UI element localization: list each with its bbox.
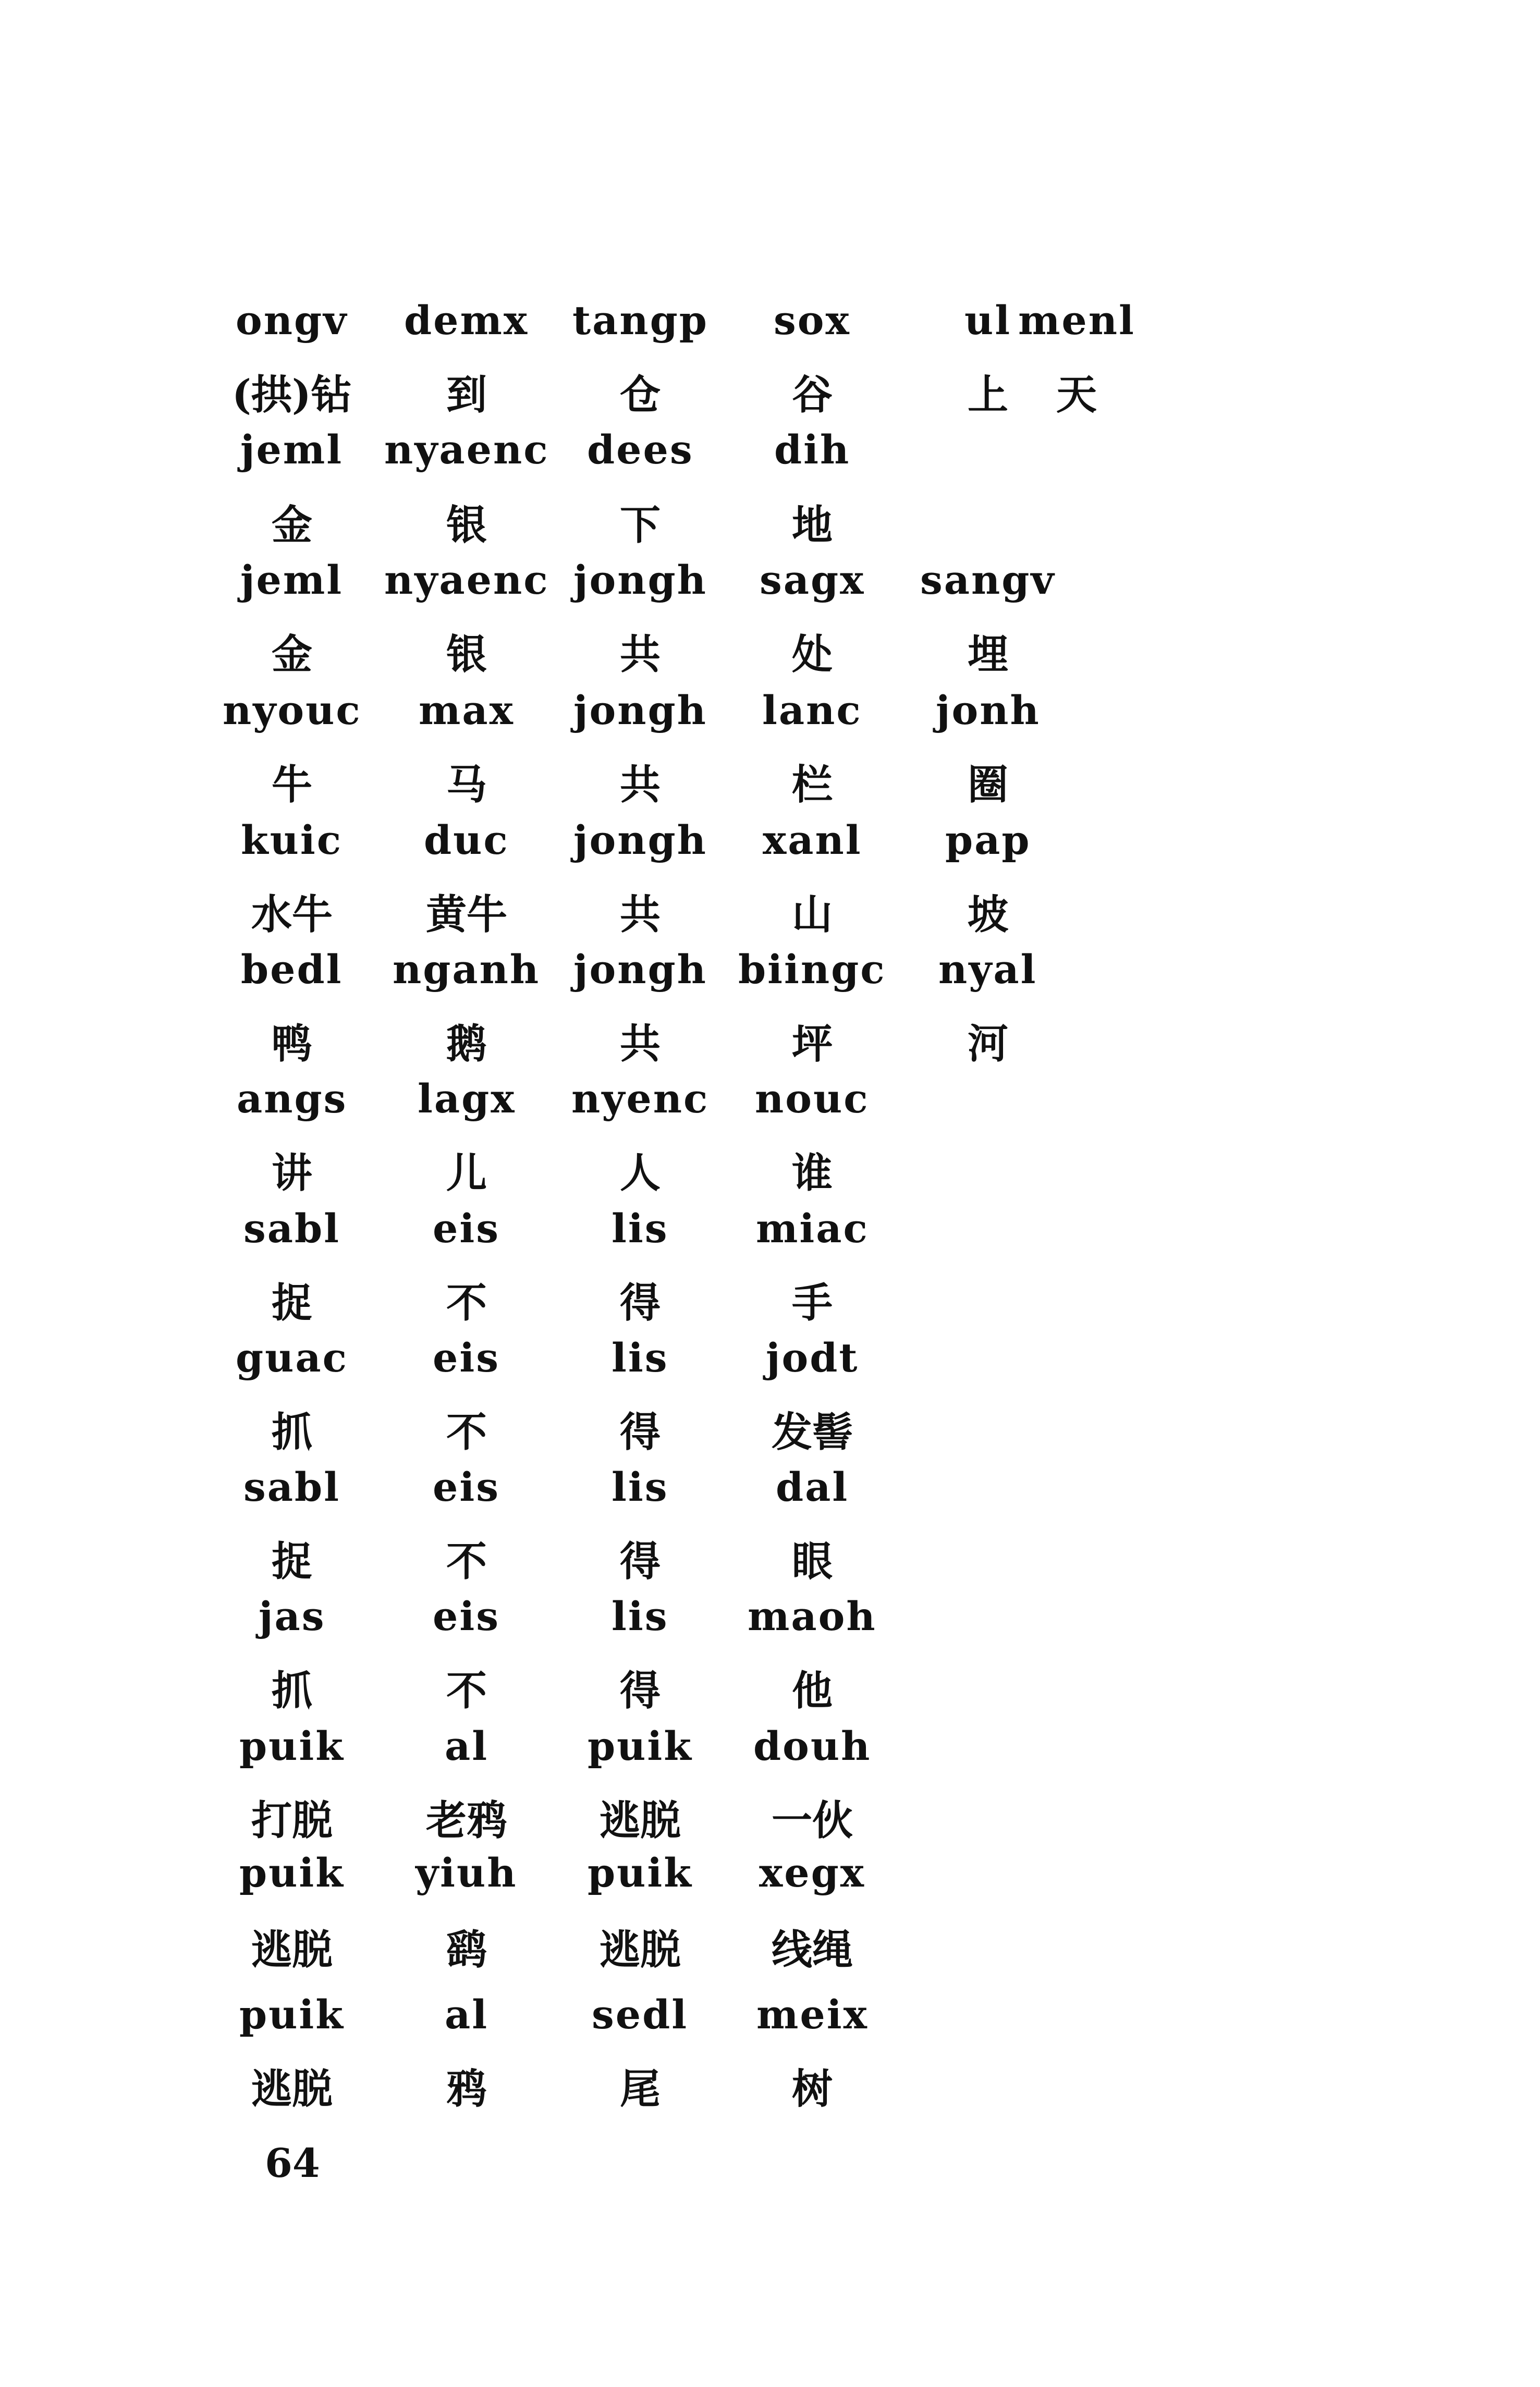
- chinese-gloss-word: 得: [620, 1409, 661, 1456]
- romanized-word: lis: [612, 1464, 669, 1510]
- romanized-word: jodt: [766, 1335, 859, 1381]
- romanized-word: jeml: [240, 426, 344, 473]
- romanized-word: al: [445, 1723, 489, 1769]
- chinese-gloss-word: 鸦: [446, 2065, 487, 2113]
- romanized-word: jeml: [240, 557, 344, 603]
- romanized-line: [0, 817, 1540, 879]
- romanized-word: max: [419, 687, 515, 733]
- chinese-gloss-line: [0, 1270, 1540, 1333]
- romanized-word: puik: [588, 1723, 693, 1769]
- romanized-word: miac: [756, 1205, 869, 1252]
- chinese-gloss-word: 尾: [620, 2065, 661, 2113]
- chinese-gloss-line: [0, 622, 1540, 684]
- chinese-gloss-word: 谁: [792, 1149, 833, 1197]
- romanized-line: [0, 1464, 1540, 1526]
- chinese-gloss-word: 共: [620, 631, 661, 678]
- romanized-word: yiuh: [415, 1850, 518, 1896]
- romanized-line: [0, 946, 1540, 1009]
- chinese-gloss-word: 埋: [968, 631, 1009, 678]
- chinese-gloss-line: [0, 882, 1540, 945]
- romanized-line: [0, 1205, 1540, 1268]
- romanized-word: jonh: [936, 687, 1041, 733]
- chinese-gloss-word: 他: [792, 1667, 833, 1715]
- romanized-word: puik: [239, 1850, 345, 1896]
- romanized-word: sagx: [760, 557, 865, 603]
- chinese-gloss-word: 老鸦: [426, 1797, 508, 1844]
- romanized-word: lis: [612, 1593, 669, 1639]
- romanized-word: nyenc: [571, 1075, 710, 1122]
- romanized-word: menl: [1018, 297, 1135, 344]
- romanized-word: lanc: [762, 687, 862, 733]
- chinese-gloss-word: 逃脱: [600, 1797, 681, 1844]
- romanized-word: lis: [612, 1335, 669, 1381]
- romanized-word: jongh: [573, 687, 707, 733]
- romanized-word: sox: [774, 297, 851, 344]
- romanized-word: puik: [588, 1850, 693, 1896]
- chinese-gloss-word: (拱)钻: [232, 371, 352, 419]
- romanized-word: eis: [433, 1335, 500, 1381]
- chinese-gloss-word: 银: [446, 501, 487, 549]
- chinese-gloss-word: 讲: [272, 1149, 313, 1197]
- chinese-gloss-word: 水牛: [251, 891, 333, 938]
- chinese-gloss-line: [0, 1011, 1540, 1074]
- chinese-gloss-line: [0, 2057, 1540, 2119]
- chinese-gloss-word: 地: [792, 501, 833, 549]
- romanized-line: [0, 297, 1540, 360]
- chinese-gloss-word: 发髻: [772, 1409, 853, 1456]
- romanized-word: nyal: [938, 946, 1037, 993]
- romanized-word: angs: [237, 1075, 348, 1122]
- chinese-gloss-word: 得: [620, 1279, 661, 1327]
- chinese-gloss-word: 人: [620, 1149, 661, 1197]
- chinese-gloss-line: [0, 1529, 1540, 1592]
- romanized-word: meix: [756, 1991, 869, 2038]
- chinese-gloss-word: 谷: [792, 371, 833, 419]
- chinese-gloss-word: 下: [620, 501, 661, 549]
- chinese-gloss-word: 抓: [272, 1667, 313, 1715]
- romanized-word: lagx: [418, 1075, 516, 1122]
- chinese-gloss-word: 圈: [968, 761, 1009, 809]
- romanized-word: pap: [945, 817, 1031, 863]
- chinese-gloss-word: 金: [272, 501, 313, 549]
- chinese-gloss-word: 不: [446, 1409, 487, 1456]
- chinese-gloss-word: 得: [620, 1667, 661, 1715]
- romanized-word: kuic: [241, 817, 343, 863]
- romanized-word: nyouc: [223, 687, 362, 733]
- chinese-gloss-word: 不: [446, 1667, 487, 1715]
- chinese-gloss-word: 银: [446, 631, 487, 678]
- romanized-line: [0, 1335, 1540, 1397]
- romanized-word: puik: [239, 1723, 345, 1769]
- chinese-gloss-word: 仓: [620, 371, 661, 419]
- chinese-gloss-word: 黄牛: [426, 891, 508, 938]
- chinese-gloss-line: [0, 752, 1540, 815]
- chinese-gloss-word: 共: [620, 761, 661, 809]
- romanized-word: nyaenc: [384, 426, 549, 473]
- romanized-word: maoh: [748, 1593, 877, 1639]
- chinese-gloss-word: 山: [792, 891, 833, 938]
- chinese-gloss-word: 共: [620, 891, 661, 938]
- chinese-gloss-line: [0, 1917, 1540, 1980]
- romanized-word: ongv: [236, 297, 348, 344]
- chinese-gloss-line: [0, 1788, 1540, 1851]
- chinese-gloss-word: 马: [446, 761, 487, 809]
- chinese-gloss-line: [0, 493, 1540, 555]
- chinese-gloss-word: 逃脱: [251, 2065, 333, 2113]
- romanized-word: demx: [404, 297, 529, 344]
- chinese-gloss-word: 鹅: [446, 1020, 487, 1068]
- romanized-word: puik: [239, 1991, 345, 2038]
- page-number: 64: [265, 2140, 320, 2186]
- romanized-word: sabl: [243, 1205, 341, 1252]
- chinese-gloss-word: 天: [1056, 371, 1097, 419]
- romanized-word: biingc: [738, 946, 886, 993]
- chinese-gloss-word: 不: [446, 1279, 487, 1327]
- romanized-word: sedl: [592, 1991, 689, 2038]
- romanized-word: sabl: [243, 1464, 341, 1510]
- romanized-word: dees: [587, 426, 694, 473]
- romanized-word: guac: [236, 1335, 348, 1381]
- romanized-word: duc: [424, 817, 509, 863]
- romanized-word: dih: [774, 426, 851, 473]
- chinese-gloss-word: 捉: [272, 1279, 313, 1327]
- romanized-word: xegx: [759, 1850, 866, 1896]
- romanized-word: eis: [433, 1593, 500, 1639]
- chinese-gloss-word: 鹞: [446, 1926, 487, 1974]
- romanized-word: nyaenc: [384, 557, 549, 603]
- chinese-gloss-word: 金: [272, 631, 313, 678]
- romanized-word: dal: [776, 1464, 849, 1510]
- chinese-gloss-word: 坪: [792, 1020, 833, 1068]
- chinese-gloss-word: 逃脱: [600, 1926, 681, 1974]
- chinese-gloss-word: 一伙: [772, 1797, 853, 1844]
- romanized-word: ul: [964, 297, 1012, 344]
- chinese-gloss-word: 儿: [446, 1149, 487, 1197]
- romanized-line: [0, 1850, 1540, 1912]
- romanized-word: bedl: [241, 946, 343, 993]
- romanized-line: [0, 1593, 1540, 1656]
- chinese-gloss-word: 坡: [968, 891, 1009, 938]
- chinese-gloss-line: [0, 1400, 1540, 1462]
- chinese-gloss-word: 到: [446, 371, 487, 419]
- romanized-line: [0, 1075, 1540, 1138]
- chinese-gloss-word: 逃脱: [251, 1926, 333, 1974]
- chinese-gloss-word: 栏: [792, 761, 833, 809]
- chinese-gloss-word: 处: [792, 631, 833, 678]
- chinese-gloss-word: 树: [792, 2065, 833, 2113]
- chinese-gloss-word: 牛: [272, 761, 313, 809]
- chinese-gloss-word: 河: [968, 1020, 1009, 1068]
- romanized-word: eis: [433, 1464, 500, 1510]
- chinese-gloss-word: 不: [446, 1538, 487, 1585]
- chinese-gloss-line: [0, 362, 1540, 425]
- chinese-gloss-word: 抓: [272, 1409, 313, 1456]
- romanized-word: eis: [433, 1205, 500, 1252]
- romanized-word: nouc: [755, 1075, 870, 1122]
- chinese-gloss-word: 得: [620, 1538, 661, 1585]
- chinese-gloss-word: 捉: [272, 1538, 313, 1585]
- chinese-gloss-line: [0, 1141, 1540, 1203]
- romanized-word: xanl: [763, 817, 862, 863]
- romanized-line: [0, 557, 1540, 619]
- romanized-word: lis: [612, 1205, 669, 1252]
- romanized-word: nganh: [393, 946, 541, 993]
- romanized-line: [0, 426, 1540, 489]
- romanized-line: [0, 687, 1540, 750]
- romanized-line: [0, 1723, 1540, 1785]
- romanized-word: douh: [753, 1723, 872, 1769]
- chinese-gloss-word: 眼: [792, 1538, 833, 1585]
- romanized-word: jas: [259, 1593, 326, 1639]
- chinese-gloss-word: 鸭: [272, 1020, 313, 1068]
- chinese-gloss-word: 打脱: [251, 1797, 333, 1844]
- romanized-word: jongh: [573, 817, 707, 863]
- chinese-gloss-line: [0, 1658, 1540, 1721]
- romanized-word: jongh: [573, 946, 707, 993]
- chinese-gloss-word: 共: [620, 1020, 661, 1068]
- romanized-word: al: [445, 1991, 489, 2038]
- romanized-word: jongh: [573, 557, 707, 603]
- chinese-gloss-word: 线绳: [772, 1926, 853, 1974]
- romanized-line: [0, 1991, 1540, 2054]
- chinese-gloss-word: 上: [968, 371, 1009, 419]
- chinese-gloss-word: 手: [792, 1279, 833, 1327]
- romanized-word: tangp: [572, 297, 708, 344]
- romanized-word: sangv: [920, 557, 1056, 603]
